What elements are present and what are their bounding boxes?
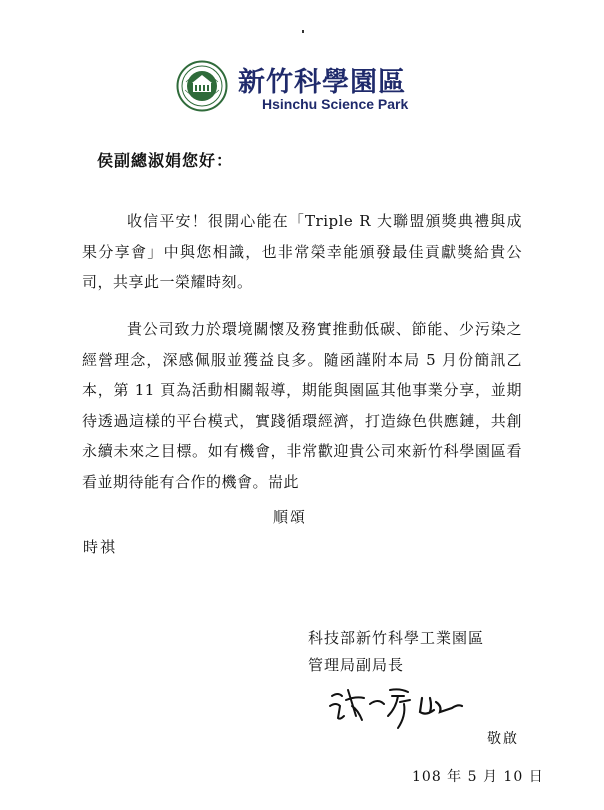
signer-organization: 科技部新竹科學工業園區 [308, 629, 485, 647]
salutation: 侯副總淑娟您好： [97, 151, 234, 170]
body-paragraph: 貴公司致力於環境關懷及務實推動低碳、節能、少污染之經營理念，深感佩服並獲益良多。隨函謹附本局 5 月份簡訊乙本，第 11 頁為活動相關報導，期能與園區其他事業分享，並期待透過這樣的平台模式，實踐循環經濟，打造綠色供應鏈，共創永續未來之目標。如有機會，非常歡迎貴公司來新竹科學園區看看並期待能有合作的機會。耑此 [82, 320, 522, 491]
org-name-english: Hsinchu Science Park [262, 96, 409, 112]
letterhead [176, 60, 426, 112]
org-name-chinese: 新竹科學園區 [238, 67, 406, 98]
handwritten-signature [326, 676, 466, 736]
park-seal-icon [176, 60, 228, 112]
signer-title: 管理局副局長 [308, 656, 405, 674]
closing-jingqi: 敬啟 [487, 731, 519, 747]
closing-shiqi: 時祺 [83, 538, 118, 556]
closing-shunsong: 順頌 [273, 508, 308, 526]
letter-date: 108 年 5 月 10 日 [412, 769, 544, 785]
body-paragraph: 收信平安！很開心能在「Triple R 大聯盟頒獎典禮與成果分享會」中與您相識，也非常榮幸能頒發最佳貢獻獎給貴公司，共享此一榮耀時刻。 [82, 212, 522, 291]
scan-speck [302, 30, 304, 33]
